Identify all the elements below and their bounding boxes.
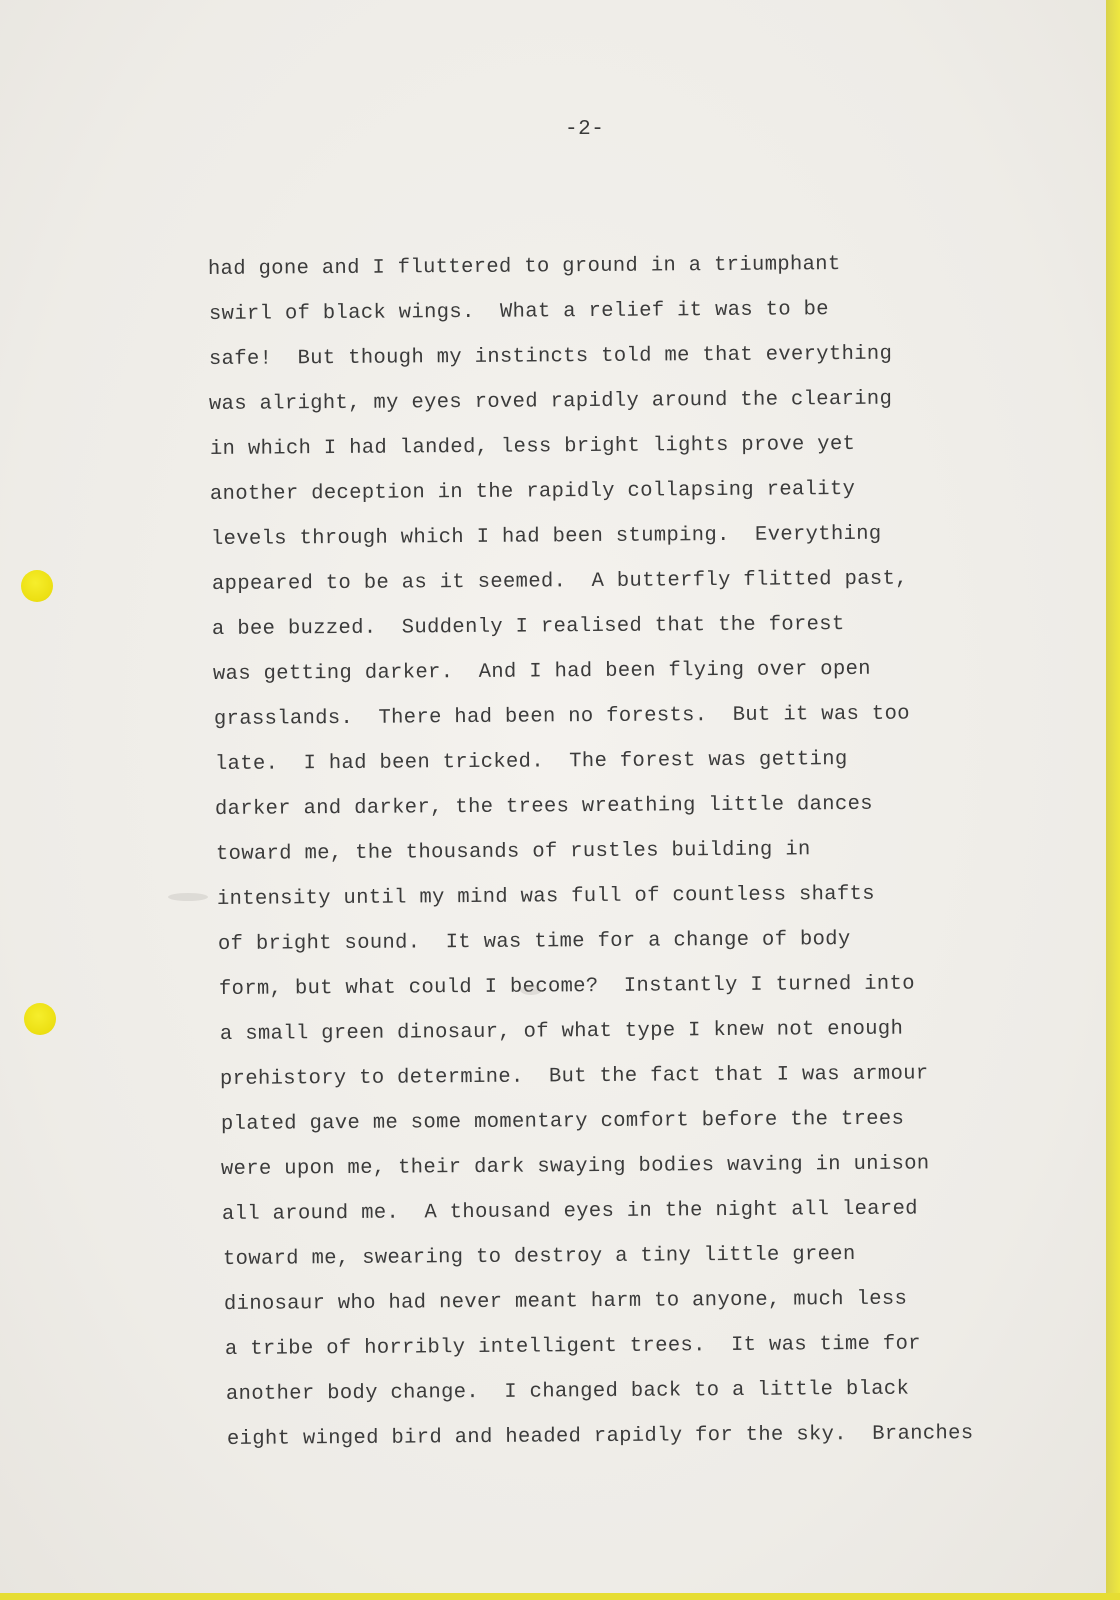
text-line: grasslands. There had been no forests. But it was too — [213, 702, 910, 731]
text-line: a bee buzzed. Suddenly I realised that the forest — [211, 613, 845, 641]
text-line: darker and darker, the trees wreathing little dances — [214, 792, 873, 821]
binder-hole — [21, 570, 53, 602]
text-line: dinosaur who had never meant harm to anyone, much less — [223, 1287, 908, 1316]
text-line: were upon me, their dark swaying bodies waving in unison — [220, 1152, 930, 1181]
text-line: in which I had landed, less bright lights prove yet — [209, 432, 856, 461]
text-line: toward me, the thousands of rustles building in — [215, 838, 811, 866]
text-line: form, but what could I become? Instantly I turned into — [218, 972, 915, 1001]
text-line: a tribe of horribly intelligent trees. It was time for — [224, 1332, 921, 1361]
text-line: appeared to be as it seemed. A butterfly flitted past, — [211, 567, 908, 596]
text-line: plated gave me some momentary comfort before the trees — [220, 1107, 905, 1136]
text-line: intensity until my mind was full of countless shafts — [216, 882, 875, 911]
text-line: swirl of black wings. What a relief it was to be — [208, 298, 830, 326]
text-line: toward me, swearing to destroy a tiny little green — [222, 1243, 856, 1271]
text-line: another deception in the rapidly collapsing reality — [209, 477, 856, 506]
text-line: of bright sound. It was time for a change of body — [217, 928, 851, 956]
text-line: levels through which I had been stumping. Everything — [210, 522, 882, 551]
text-line: a small green dinosaur, of what type I knew not enough — [219, 1017, 904, 1046]
paper-smudge — [520, 985, 542, 995]
folder-edge — [0, 1593, 1120, 1600]
text-line: another body change. I changed back to a little black — [225, 1377, 910, 1406]
text-line: eight winged bird and headed rapidly for the sky. Branches — [226, 1422, 974, 1451]
text-line: was alright, my eyes roved rapidly around the clearing — [208, 387, 893, 416]
text-line: all around me. A thousand eyes in the night all leared — [221, 1197, 918, 1226]
text-line: had gone and I fluttered to ground in a triumphant — [207, 253, 841, 281]
text-line: prehistory to determine. But the fact that I was armour — [219, 1062, 929, 1091]
text-line: late. I had been tricked. The forest was getting — [214, 748, 848, 776]
paper-smudge — [168, 893, 208, 901]
text-line: was getting darker. And I had been flying over open — [212, 657, 871, 686]
binder-hole — [24, 1003, 56, 1035]
text-line: safe! But though my instincts told me that everything — [208, 342, 893, 371]
page-number: -2- — [565, 118, 605, 141]
folder-edge — [1106, 0, 1120, 1600]
